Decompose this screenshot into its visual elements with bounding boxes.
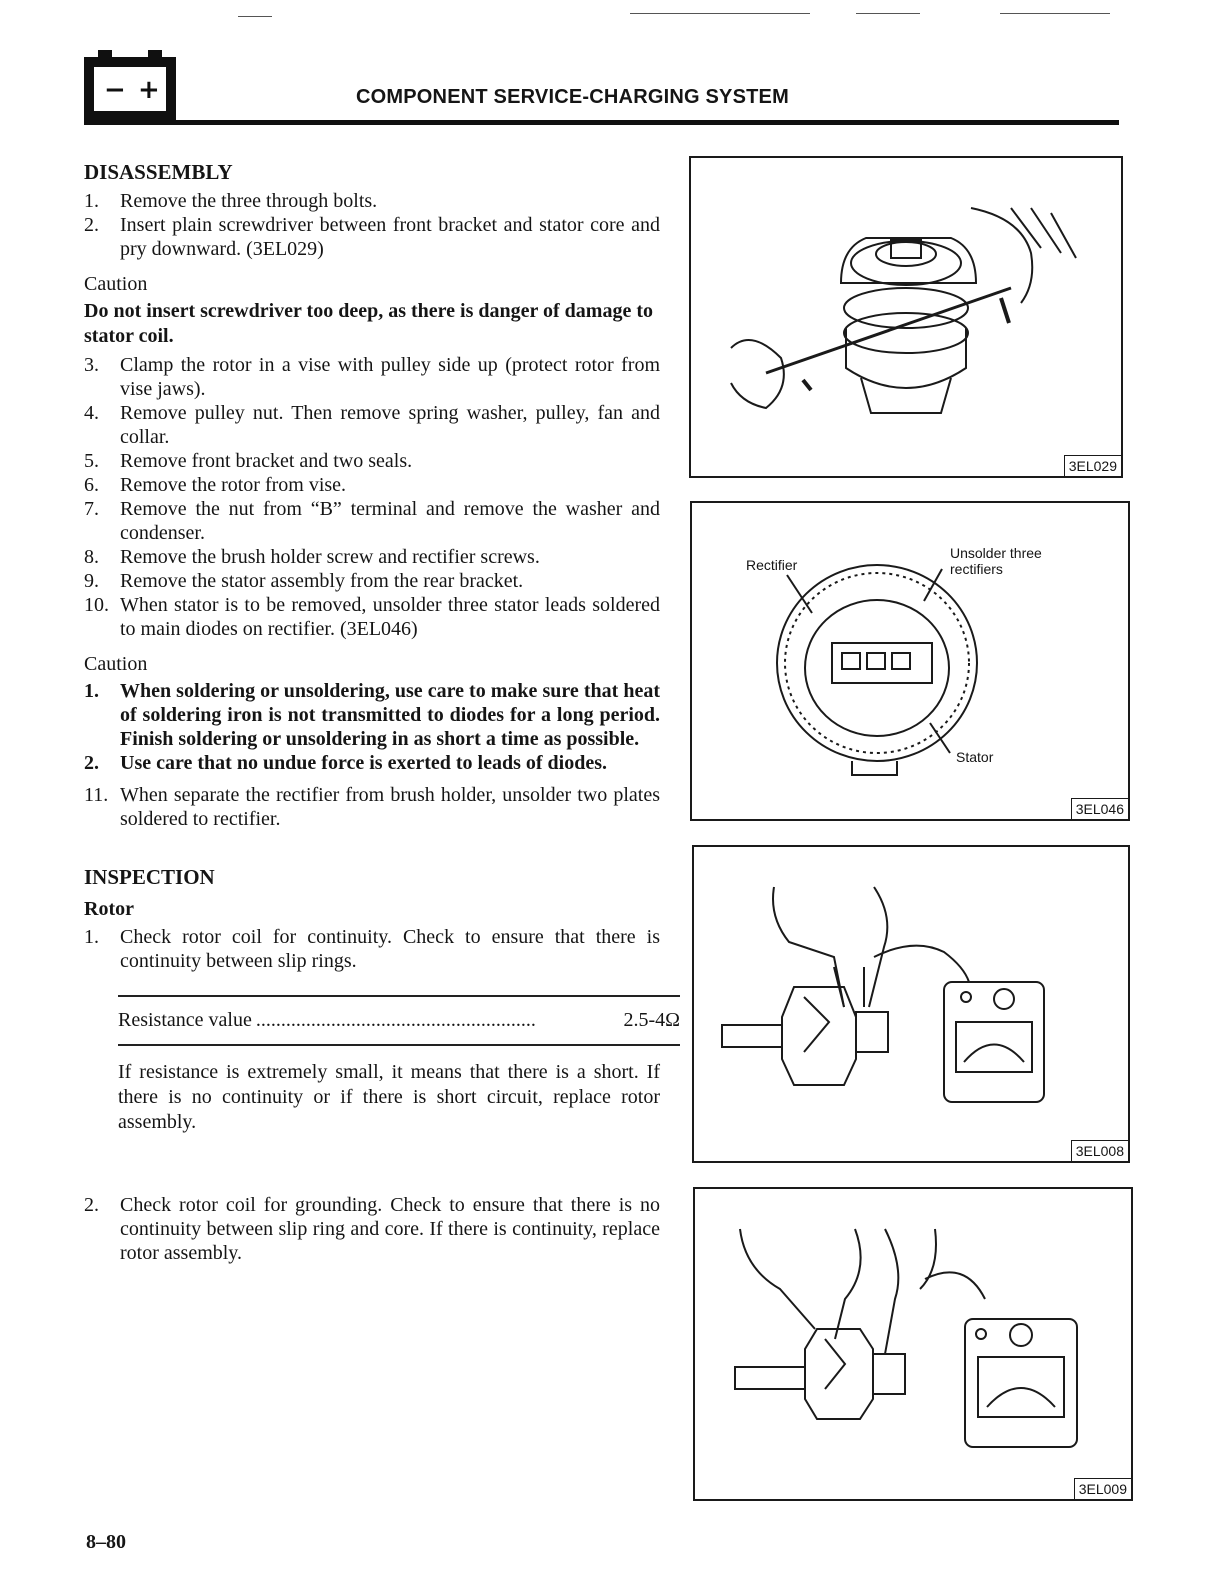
- figure-continuity-test: [692, 845, 1130, 1163]
- disassembly-steps: [84, 189, 660, 261]
- text-column: [84, 160, 680, 1265]
- figure-stator-rectifier: [690, 501, 1130, 821]
- step-number: 11.: [84, 784, 109, 806]
- step-number: 7.: [84, 498, 99, 520]
- step-text: Remove the nut from “B” terminal and remove the washer and condenser.: [120, 498, 660, 544]
- step-number: 2.: [84, 214, 99, 236]
- step-item: [84, 569, 660, 593]
- disassembly-steps: [84, 783, 660, 831]
- plus-symbol: +: [138, 75, 160, 105]
- step-number: 9.: [84, 570, 99, 592]
- battery-icon: [84, 57, 176, 121]
- step-text: Check rotor coil for grounding. Check to ensure that there is no continuity between slip ring and core. If there is continuity, replace rotor assembly.: [120, 1194, 660, 1264]
- step-text: Remove the rotor from vise.: [120, 474, 347, 496]
- scan-mark: [238, 16, 272, 17]
- step-text: Remove the stator assembly from the rear bracket.: [120, 570, 524, 592]
- disassembly-heading: DISASSEMBLY: [84, 160, 233, 184]
- resistance-note: If resistance is extremely small, it means that there is a short. If there is no continuity or if there is short circuit, replace rotor assembly.: [118, 1061, 660, 1133]
- battery-terminal: [148, 50, 162, 58]
- disassembly-steps: [84, 353, 660, 641]
- step-number: 1.: [84, 926, 99, 948]
- step-number: 4.: [84, 402, 99, 424]
- step-item: [84, 1193, 660, 1265]
- caution-item: [84, 751, 660, 775]
- stator-label: Stator: [956, 749, 994, 765]
- caution-label: Caution: [84, 273, 148, 295]
- step-number: 5.: [84, 450, 99, 472]
- step-text: When stator is to be removed, unsolder three stator leads soldered to main diodes on rectifier. (3EL046): [120, 594, 660, 640]
- grounding-test-illustration: [695, 1189, 1131, 1499]
- caution-text: Do not insert screwdriver too deep, as there is danger of damage to stator coil.: [84, 300, 654, 347]
- minus-symbol: −: [104, 75, 126, 105]
- rotor-subheading: Rotor: [84, 898, 134, 920]
- step-text: Clamp the rotor in a vise with pulley side up (protect rotor from vise jaws).: [120, 354, 660, 400]
- figure-id: 3EL046: [1071, 798, 1128, 819]
- inspection-heading: INSPECTION: [84, 865, 215, 889]
- step-item: [84, 401, 660, 449]
- figure-id: 3EL008: [1071, 1140, 1128, 1161]
- step-item: [84, 473, 660, 497]
- step-item: [84, 545, 660, 569]
- step-item: [84, 189, 660, 213]
- step-text: Remove pulley nut. Then remove spring washer, pulley, fan and collar.: [120, 402, 660, 448]
- step-item: [84, 925, 660, 973]
- step-number: 10.: [84, 594, 109, 616]
- spec-value: 2.5-4Ω: [623, 1009, 680, 1031]
- step-item: [84, 353, 660, 401]
- spec-leader: ........................................................: [255, 1009, 536, 1031]
- resistance-spec: [118, 995, 680, 1046]
- figure-id: 3EL009: [1074, 1478, 1131, 1499]
- unsolder-label: Unsolder three rectifiers: [950, 545, 1042, 577]
- page-title: COMPONENT SERVICE-CHARGING SYSTEM: [356, 86, 789, 108]
- step-text: Remove the three through bolts.: [120, 190, 378, 212]
- continuity-test-illustration: [694, 847, 1128, 1161]
- step-number: 6.: [84, 474, 99, 496]
- scan-mark: [630, 13, 810, 14]
- page-number: 8–80: [86, 1531, 126, 1553]
- step-item: [84, 213, 660, 261]
- step-item: [84, 497, 660, 545]
- header-divider: [84, 120, 1119, 125]
- caution-label: Caution: [84, 653, 148, 675]
- step-number: 1.: [84, 190, 99, 212]
- step-text: Remove the brush holder screw and rectifier screws.: [120, 546, 540, 568]
- caution-number: 1.: [84, 680, 99, 702]
- step-text: When separate the rectifier from brush holder, unsolder two plates soldered to rectifier.: [120, 784, 660, 830]
- figure-grounding-test: [693, 1187, 1133, 1501]
- caution-list: [84, 679, 660, 775]
- step-item: [84, 783, 660, 831]
- step-number: 8.: [84, 546, 99, 568]
- step-number: 2.: [84, 1194, 99, 1216]
- rectifier-label: Rectifier: [746, 557, 798, 573]
- spec-label: Resistance value: [118, 1009, 252, 1031]
- scan-mark: [856, 13, 920, 14]
- inspection-steps: [84, 1193, 660, 1265]
- caution-item-text: When soldering or unsoldering, use care to make sure that heat of soldering iron is not transmitted to diodes for a long period. Finish soldering or unsoldering in as short a time as possible.: [120, 680, 660, 750]
- step-text: Remove front bracket and two seals.: [120, 450, 413, 472]
- battery-terminal: [98, 50, 112, 58]
- step-item: [84, 593, 660, 641]
- caution-item-text: Use care that no undue force is exerted to leads of diodes.: [120, 752, 607, 774]
- battery-body: [94, 67, 166, 111]
- step-item: [84, 449, 660, 473]
- caution-item: [84, 679, 660, 751]
- figure-id: 3EL029: [1064, 455, 1121, 476]
- step-text: Insert plain screwdriver between front bracket and stator core and pry downward. (3EL029): [120, 214, 660, 260]
- step-text: Check rotor coil for continuity. Check to ensure that there is continuity between slip rings.: [120, 926, 660, 972]
- inspection-steps: [84, 925, 660, 973]
- scan-mark: [1000, 13, 1110, 14]
- caution-number: 2.: [84, 752, 99, 774]
- figure-screwdriver-pry: [689, 156, 1123, 478]
- alternator-pry-illustration: [691, 158, 1121, 476]
- step-number: 3.: [84, 354, 99, 376]
